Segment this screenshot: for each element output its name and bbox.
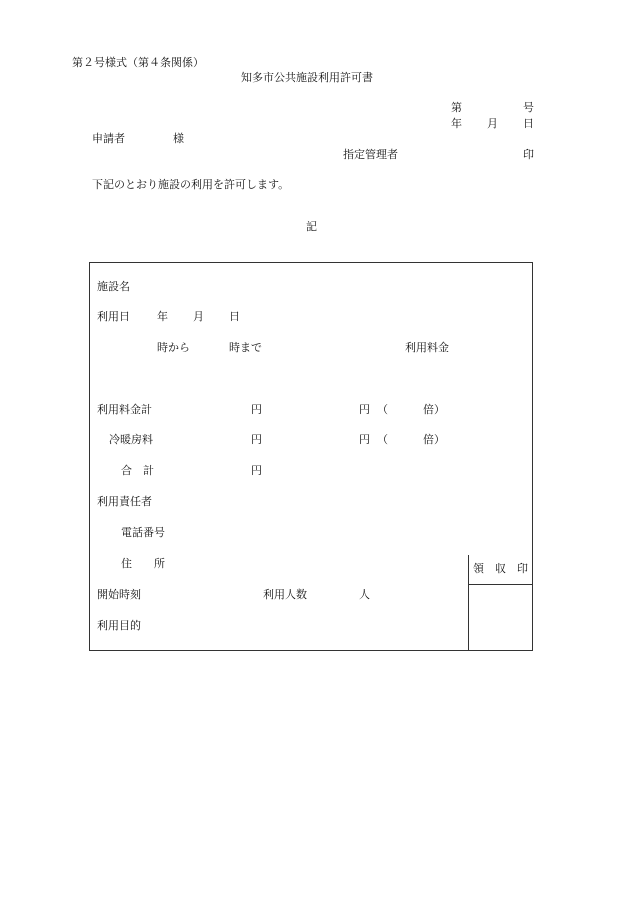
address-label: 住 所 [121, 557, 165, 570]
time-from-label: 時から [157, 341, 190, 354]
sum-label: 合 計 [121, 464, 154, 477]
sum-yen: 円 [251, 464, 262, 477]
fee-total-label: 利用料金計 [97, 403, 152, 416]
receipt-stamp-divider [468, 584, 533, 585]
start-time-label: 開始時刻 [97, 588, 141, 601]
usage-month-label: 月 [193, 310, 204, 323]
receipt-stamp-label: 領 収 印 [473, 562, 528, 575]
ac-rate-yen: 円 [359, 433, 370, 446]
phone-label: 電話番号 [121, 526, 165, 539]
attendees-label: 利用人数 [263, 588, 307, 601]
ki-heading: 記 [306, 220, 317, 233]
ac-rate-open-paren: （ [377, 433, 388, 446]
document-title: 知多市公共施設利用許可書 [241, 71, 373, 84]
issue-day-label: 日 [523, 117, 534, 130]
permission-statement: 下記のとおり施設の利用を許可します。 [92, 178, 290, 191]
usage-year-label: 年 [157, 310, 168, 323]
time-until-label: 時まで [229, 341, 262, 354]
attendees-unit: 人 [359, 588, 370, 601]
applicant-label: 申請者 [92, 132, 125, 145]
fee-rate-yen: 円 [359, 403, 370, 416]
details-box [89, 262, 533, 651]
number-suffix: 号 [523, 101, 534, 114]
issue-month-label: 月 [487, 117, 498, 130]
honorific-sama: 様 [173, 132, 184, 145]
fee-rate-open-paren: （ [377, 403, 388, 416]
usage-date-label: 利用日 [97, 310, 130, 323]
ac-fee-yen: 円 [251, 433, 262, 446]
fee-total-yen: 円 [251, 403, 262, 416]
number-prefix: 第 [451, 101, 462, 114]
purpose-label: 利用目的 [97, 619, 141, 632]
ac-rate-times: 倍） [423, 433, 445, 446]
responsible-person-label: 利用責任者 [97, 495, 152, 508]
manager-seal-label: 印 [523, 148, 534, 161]
issue-year-label: 年 [451, 117, 462, 130]
form-number: 第２号様式（第４条関係） [72, 56, 204, 69]
fee-header-label: 利用料金 [405, 341, 449, 354]
usage-day-label: 日 [229, 310, 240, 323]
designated-manager-label: 指定管理者 [343, 148, 398, 161]
ac-fee-label: 冷暖房料 [109, 433, 153, 446]
facility-name-label: 施設名 [97, 280, 130, 293]
fee-rate-times: 倍） [423, 403, 445, 416]
